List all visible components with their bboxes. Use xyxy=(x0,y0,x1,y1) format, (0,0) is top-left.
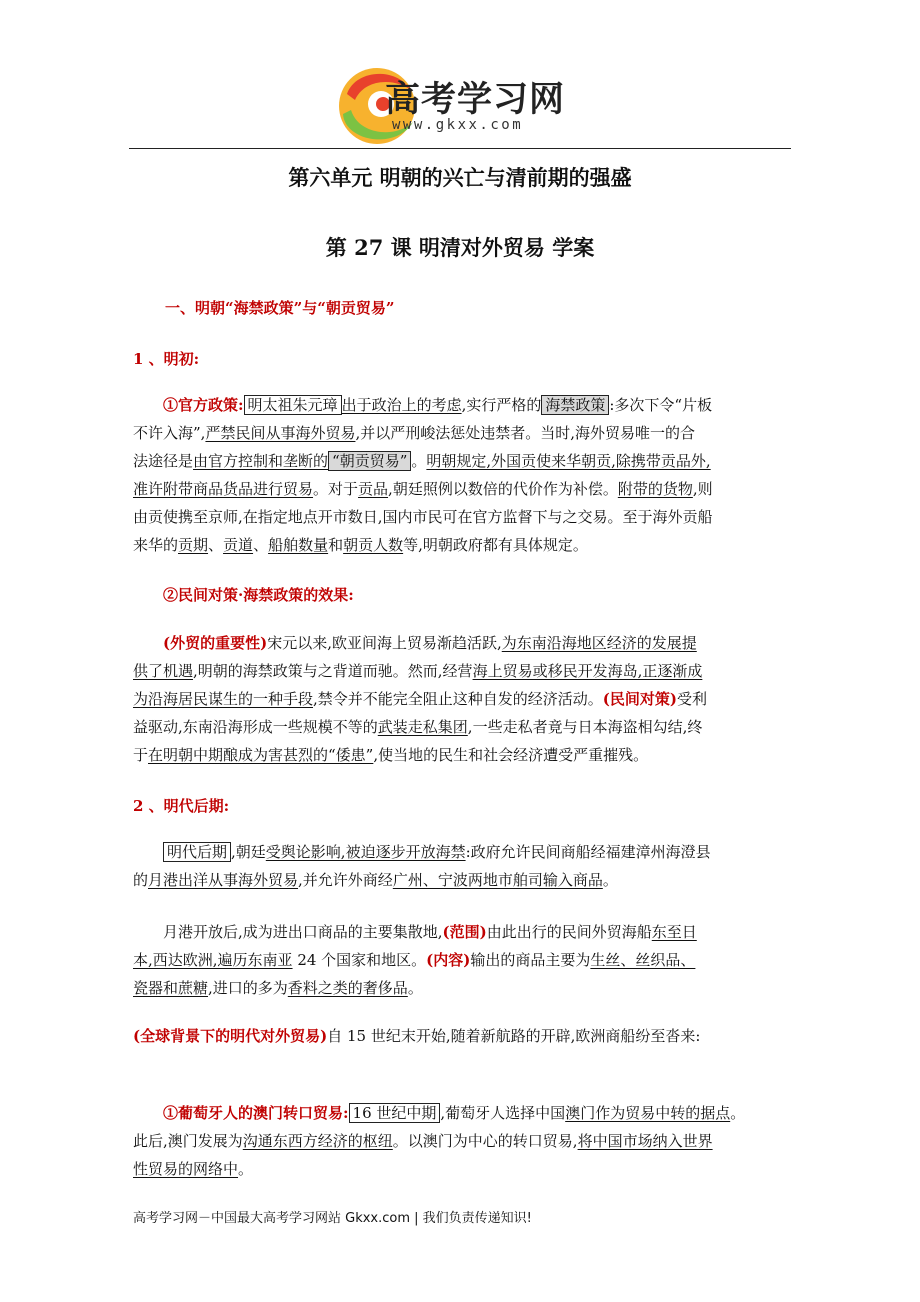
official-policy-paragraph xyxy=(133,391,793,559)
underlined-text: 广州、宁波两地市舶司输入商品 xyxy=(392,871,603,889)
text: ,则 xyxy=(692,480,713,498)
text: ,一些走私者竟与日本海盗相勾结,终 xyxy=(467,718,703,736)
underlined-text: 贡品 xyxy=(358,480,389,498)
text: 。 xyxy=(407,979,423,997)
underlined-text: 受舆论影响,被迫逐步开放海禁 xyxy=(265,843,466,861)
text: 月港开放后,成为进出口商品的主要集散地, xyxy=(163,923,443,941)
text: 、 xyxy=(253,536,269,554)
red-label: (民间对策) xyxy=(602,690,677,708)
text: 由此出行的民间外贸海船 xyxy=(486,923,652,941)
underlined-text: 供了机遇 xyxy=(133,662,194,680)
text: 。 xyxy=(602,871,618,889)
underlined-text: 瓷器和蔗糖 xyxy=(133,979,209,997)
underlined-text: 本,西达欧洲,遍历东南亚 xyxy=(133,951,293,969)
text: 。以澳门为中心的转口贸易, xyxy=(392,1132,578,1150)
underlined-text: 生丝、丝织品、 xyxy=(590,951,696,969)
text: :政府允许民间商船经福建漳州海澄县 xyxy=(465,843,711,861)
text: 和 xyxy=(328,536,344,554)
highlighted-term: “朝贡贸易” xyxy=(328,451,411,471)
red-label: (外贸的重要性) xyxy=(163,634,268,652)
underlined-text: 武装走私集团 xyxy=(377,718,468,736)
underlined-text: 为东南沿海地区经济的发展提 xyxy=(501,634,697,652)
text: :多次下令“片板 xyxy=(609,396,713,414)
underlined-text: 由官方控制和垄断的 xyxy=(193,452,329,470)
underlined-text: 沟通东西方经济的枢纽 xyxy=(242,1132,393,1150)
text: ,朝廷 xyxy=(231,843,266,861)
underlined-text: 明朝规定,外国贡使来华朝贡,除携带贡品外, xyxy=(426,452,711,470)
folk-policy-paragraph xyxy=(133,629,793,769)
underlined-text: 澳门作为贸易中转的据点 xyxy=(565,1104,731,1122)
underlined-text: 附带的货物 xyxy=(617,480,693,498)
official-policy-label: ①官方政策: xyxy=(163,396,244,414)
lesson-title: 第 27 课 明清对外贸易 学案 xyxy=(325,235,595,260)
underlined-text: 严禁民间从事海外贸易 xyxy=(205,424,356,442)
text: 自 15 世纪末开始,随着新航路的开辟,欧洲商船纷至沓来: xyxy=(327,1027,701,1045)
underlined-text: 性贸易的网络中 xyxy=(133,1160,239,1178)
underlined-text: 出于政治上的考虑 xyxy=(341,396,462,414)
text: 法途径是 xyxy=(133,452,194,470)
text: ,实行严格的 xyxy=(461,396,542,414)
underlined-text: 月港出洋从事海外贸易 xyxy=(148,871,299,889)
text: 来华的 xyxy=(133,536,179,554)
underlined-text: 香料之类的奢侈品 xyxy=(287,979,408,997)
folk-policy-heading: ②民间对策·海禁政策的效果: xyxy=(163,586,354,604)
underlined-text: 东至日 xyxy=(651,923,697,941)
underlined-text: 将中国市场纳入世界 xyxy=(577,1132,713,1150)
text: ,使当地的民生和社会经济遭受严重摧残。 xyxy=(373,746,649,764)
text: ,并允许外商经 xyxy=(298,871,393,889)
boxed-term: 明代后期 xyxy=(163,842,231,862)
text: ,葡萄牙人选择中国 xyxy=(440,1104,566,1122)
underlined-text: 准许附带商品货品进行贸易 xyxy=(133,480,314,498)
page-footer: 高考学习网－中国最大高考学习网站 Gkxx.com | 我们负责传递知识! xyxy=(133,1211,532,1226)
text: 。 xyxy=(730,1104,746,1122)
logo-url: www.gkxx.com xyxy=(392,117,524,133)
text: 。对于 xyxy=(313,480,359,498)
underlined-text: 海上贸易或移民开发海岛,正逐渐成 xyxy=(472,662,703,680)
text: 受利 xyxy=(677,690,708,708)
text: 宋元以来,欧亚间海上贸易渐趋活跃, xyxy=(267,634,502,652)
yuegang-paragraph xyxy=(133,918,793,1002)
text: 益驱动,东南沿海形成一些规模不等的 xyxy=(133,718,378,736)
text: 不许入海”, xyxy=(133,424,206,442)
text: ,明朝的海禁政策与之背道而驰。然而,经营 xyxy=(193,662,473,680)
underlined-text: 贡期 xyxy=(178,536,209,554)
text: 由贡使携至京师,在指定地点开市数日,国内市民可在官方监督下与之交易。至于海外贡船 xyxy=(133,508,713,526)
part1-heading: 1 、明初: xyxy=(133,350,200,368)
underlined-text: 贡道 xyxy=(223,536,254,554)
text: ,并以严刑峻法惩处违禁者。当时,海外贸易唯一的合 xyxy=(355,424,695,442)
red-label: (内容) xyxy=(426,951,471,969)
text: 的 xyxy=(133,871,149,889)
underlined-text: 为沿海居民谋生的一种手段 xyxy=(133,690,314,708)
text: ,进口的多为 xyxy=(208,979,288,997)
text: ,朝廷照例以数倍的代价作为补偿。 xyxy=(388,480,618,498)
red-label: ①葡萄牙人的澳门转口贸易: xyxy=(163,1104,349,1122)
section-heading: 一、明朝“海禁政策”与“朝贡贸易” xyxy=(165,299,395,317)
text: 于 xyxy=(133,746,149,764)
text: 24 个国家和地区。 xyxy=(292,951,427,969)
text: 。 xyxy=(238,1160,254,1178)
text: 输出的商品主要为 xyxy=(470,951,591,969)
boxed-term: 16 世纪中期 xyxy=(349,1103,441,1123)
text: 等,明朝政府都有具体规定。 xyxy=(403,536,588,554)
header-divider xyxy=(129,148,791,149)
macau-trade-paragraph xyxy=(133,1099,793,1183)
global-background-paragraph xyxy=(133,1022,793,1050)
underlined-text: 在明朝中期酿成为害甚烈的“倭患” xyxy=(148,746,374,764)
logo-text: 高考学习网 xyxy=(385,80,566,120)
red-label: (全球背景下的明代对外贸易) xyxy=(133,1027,328,1045)
part2-heading: 2 、明代后期: xyxy=(133,797,230,815)
boxed-term: 明太祖朱元璋 xyxy=(244,395,342,415)
text: ,禁令并不能完全阻止这种自发的经济活动。 xyxy=(313,690,603,708)
late-ming-paragraph xyxy=(133,838,793,894)
unit-title: 第六单元 明朝的兴亡与清前期的强盛 xyxy=(288,165,632,190)
text: 、 xyxy=(208,536,224,554)
underlined-text: 朝贡人数 xyxy=(343,536,404,554)
text: 此后,澳门发展为 xyxy=(133,1132,243,1150)
red-label: (范围) xyxy=(442,923,487,941)
underlined-text: 船舶数量 xyxy=(268,536,329,554)
text: 。 xyxy=(411,452,427,470)
highlighted-term: 海禁政策 xyxy=(541,395,609,415)
